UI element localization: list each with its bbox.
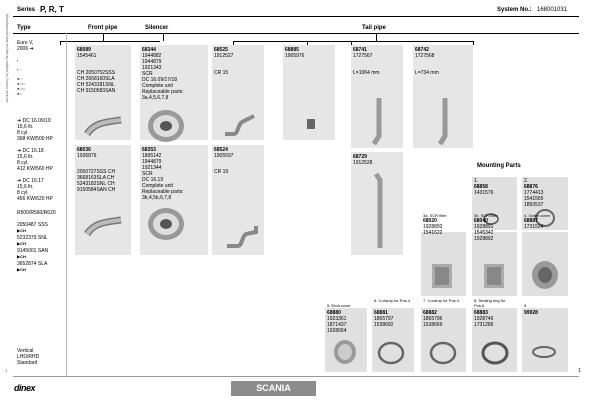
mount-3a-text: 68020 1928893 1541622	[423, 218, 443, 236]
small-mark: 1	[5, 368, 8, 373]
part-68885: 68885 1905976	[285, 47, 305, 59]
cr19-label: CR 19	[214, 169, 229, 175]
mount-9-label: 9.	[524, 303, 528, 308]
part-68742: 68742 1727568	[415, 47, 435, 59]
arrow-icon: ➔	[17, 118, 22, 124]
mount-4-label: 4. Outlet cover	[524, 213, 551, 218]
part-68089: 68089 1545461	[77, 47, 97, 59]
col-front-pipe: Front pipe	[88, 25, 118, 31]
front-pipe-refs-2: 2050727SSS CH 3668163SLA CH 5243182SNL CH 9150584SAN CH	[77, 169, 116, 193]
scr-filter-3a-drawing	[428, 260, 456, 292]
panel-front-pipe-2	[75, 145, 131, 255]
mount-1-text: 1. 68858 1431576	[474, 178, 494, 196]
mount-8-text: 68883 1928746 1731285	[474, 310, 494, 328]
mount-6-label: 6. V-clamp for Pos.4	[374, 298, 411, 303]
mount-4-text: 68887 1731524	[524, 218, 544, 230]
ref-numbers: 2050487 SSS ▶CH 5232379 SNL ▶CH 9145001 SAN ▶CH 3652874 SLA ▶CH	[17, 222, 49, 272]
engine-2: ➔ DC 16.18 15,6 ltr. 8 cyl. 412 KW/560 HP	[17, 148, 53, 172]
euro-text: Euro V, 2006 ➔	[17, 40, 34, 52]
tail-pipe-1-drawing	[222, 112, 258, 138]
front-pipe-2-drawing	[85, 216, 125, 238]
part-68741: 68741 1727567	[353, 47, 373, 59]
mount-9-text: 99928	[524, 310, 538, 316]
legend-icons: ▪ ▪ ▫ ●○ ●○/○ ●○/○ ●○	[17, 58, 26, 96]
part-68729: 68729 1912528	[353, 154, 373, 166]
col-tail-pipe: Tail pipe	[362, 25, 386, 31]
l734-label: L=734 mm	[415, 70, 439, 76]
scania-brand: SCANIA	[231, 381, 316, 396]
system-label: System No.:	[497, 7, 532, 13]
scr-filter-3b-drawing	[480, 260, 508, 292]
columns-rule	[13, 33, 579, 34]
cr15-label: CR 15	[214, 70, 229, 76]
part-99928-drawing	[530, 344, 558, 360]
part-68353: 68353 1895142 1944879 1921344 SCR DC 16.19 Complete unit Replaceable parts: 3b,4,5b,6,7,8	[142, 147, 184, 201]
l1064-label: L=1064 mm	[353, 70, 380, 76]
tail-pipe-68742-drawing	[438, 96, 452, 146]
series-value: P, R, T	[40, 5, 64, 14]
mount-7-text: 68882 1865796 1538669	[423, 310, 443, 328]
sealing-ring-drawing	[480, 340, 510, 366]
mount-5-text: 68880 1923361 1871437 1928064	[327, 310, 347, 334]
mounting-type: Vertical LHD/RHD Standard	[17, 348, 40, 366]
mount-2-text: 2. 68876 1774413 1541565 1850537	[524, 178, 544, 208]
mount-9	[522, 308, 568, 372]
mount-6-text: 68881 1865797 1538692	[374, 310, 394, 328]
front-pipe-1-drawing	[85, 116, 125, 138]
model-list: R500/R560/R620	[17, 210, 56, 216]
mount-8-label: 8. Sealing ring for Pos.6	[474, 298, 506, 308]
v-clamp-6-drawing	[376, 340, 406, 366]
header-rule	[13, 16, 579, 17]
mount-5-label: 5. Endt cover	[327, 303, 351, 308]
silencer-1-drawing	[146, 108, 188, 142]
tail-pipe-68741-drawing	[372, 96, 386, 146]
side-text: Manufactured and verified as suitable for Scania vehicles	[5, 14, 9, 103]
mount-3a-label: 3a. SCR filter	[423, 213, 447, 218]
series-label: Series	[17, 7, 36, 13]
mount-3b-label: 3b. SCR filter	[474, 213, 498, 218]
engine-3: ➔ DC 16.17 15,6 ltr. 8 cyl. 456 KW/620 HP	[17, 178, 53, 202]
engine-1: ➔ DC 16.09/19 15,6 ltr. 8 cyl. 368 KW/500 HP	[17, 118, 53, 142]
v-clamp-7-drawing	[428, 340, 458, 366]
part-68344: 68344 1944882 1944879 1921343 SCR DC 16.09/17/18 Complete unit Replaceable parts: 3a,4,5,6,7,8	[142, 47, 184, 101]
tail-pipe-68729-drawing	[370, 170, 386, 252]
clamp-68885-drawing	[306, 118, 318, 130]
end-cover-drawing	[331, 338, 359, 366]
tail-pipe-5-drawing	[224, 224, 260, 250]
part-68036: 68036 1936879	[77, 147, 97, 159]
front-pipe-refs-1: CH 2050752SSS CH 2668160SLA CH 5243181SNL CH 9150583SAN	[77, 70, 116, 94]
col-type: Type	[17, 25, 31, 31]
part-68524: 68524 1905597	[214, 147, 234, 159]
page-number: 1	[578, 368, 581, 374]
dinex-logo: dinex	[14, 383, 36, 393]
part-68525: 68525 1912527	[214, 47, 234, 59]
mount-7-label: 7. V-clamp for Pos.4	[423, 298, 460, 303]
col-silencer: Silencer	[145, 25, 169, 31]
mount-3b-text: 68040 1928891 1545342 1928892	[474, 218, 494, 242]
system-value: 168001031	[537, 7, 568, 13]
outlet-cover-drawing	[530, 258, 560, 292]
mounting-parts-title: Mounting Parts	[477, 163, 521, 169]
silencer-2-drawing	[146, 206, 188, 242]
